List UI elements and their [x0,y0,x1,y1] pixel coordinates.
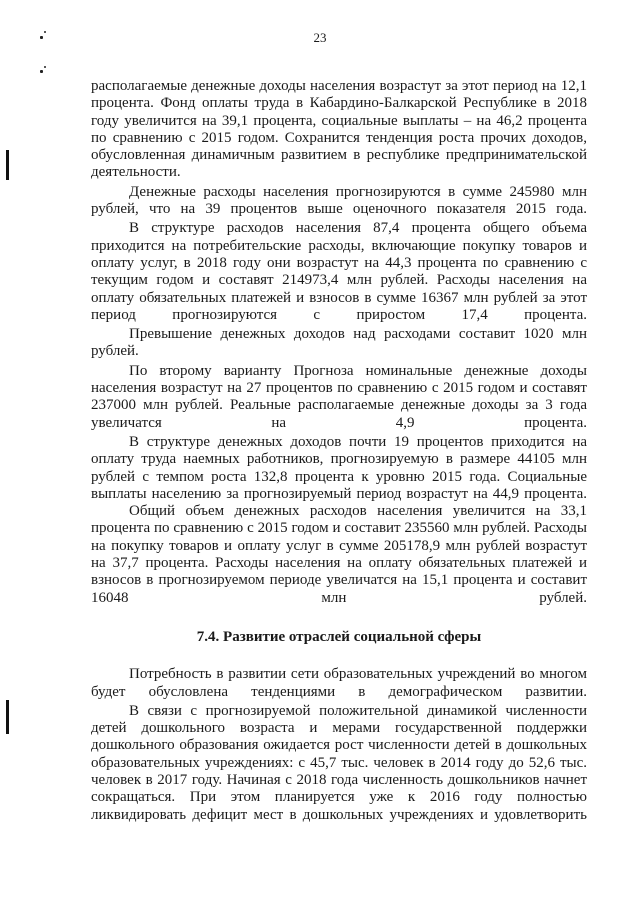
scan-margin-mark [6,150,9,180]
paragraph: располагаемые денежные доходы населения возрастут за этот период на 12,1 процента. Фонд оплаты труда в Кабардино-Балкарской Республике в 2018 году увеличится на 39,1 процента, социальные выплаты – на 46,2 процента по сравнению с 2015 годом. Сохранится тенденция роста прочих доходов, обусловленная динамичным развитием в республике предпринимательской деятельности. [91,78,587,181]
page-number: 23 [313,30,327,45]
paragraph: Потребность в развитии сети образовательных учреждений во многом будет обусловлена тенденциями в демографическом развитии. [91,666,587,700]
paragraph: Общий объем денежных расходов населения увеличится на 33,1 процента по сравнению с 2015 годом и составит 235560 млн рублей. Расходы на покупку товаров и оплату услуг в сумме 205178,9 млн рублей возрастут на 37,7 процента. Расходы населения на оплату обязательных платежей и взносов в прогнозируемом периоде увеличатся на 15,1 процента и составит 16048 млн рублей. [91,503,587,606]
document-body [91,78,587,824]
scan-speck [40,36,43,39]
section-heading: 7.4. Развитие отраслей социальной сферы [196,628,482,645]
scan-speck [44,66,46,68]
paragraph: Превышение денежных доходов над расходами составит 1020 млн рублей. [91,326,587,360]
paragraph: В связи с прогнозируемой положительной динамикой численности детей дошкольного возраста и мерами государственной поддержки дошкольного образования ожидается рост численности детей в дошкольных образовательных учреждениях: с 45,7 тыс. человек в 2014 году до 52,6 тыс. человек в 2017 году. Начиная с 2018 года численность дошкольников начнет сокращаться. При этом планируется уже к 2016 году полностью ликвидировать дефицит мест в дошкольных учреждениях и удовлетворить [91,702,587,823]
scan-margin-mark [6,700,9,734]
paragraph: В структуре расходов населения 87,4 процента общего объема приходится на потребительские расходы, включающие покупку товаров и оплату услуг, в 2018 году они возрастут на 44,3 процента по сравнению с текущим годом и составят 214973,4 млн рублей. Расходы населения на оплату обязательных платежей и взносов в сумме 16367 млн рублей за этот период прогнозируются с приростом 17,4 процента. [91,220,587,323]
scan-speck [40,70,43,73]
paragraph: В структуре денежных доходов почти 19 процентов приходится на оплату труда наемных работников, прогнозируемую в размере 44105 млн рублей с темпом роста 132,8 процента к уровню 2015 года. Социальные выплаты населению за прогнозируемый период возрастут на 44,9 процента. [91,433,587,502]
paragraph: Денежные расходы населения прогнозируются в сумме 245980 млн рублей, что на 39 процентов выше оценочного показателя 2015 года. [91,183,587,218]
paragraph: По второму варианту Прогноза номинальные денежные доходы населения возрастут на 27 процентов по сравнению с 2015 годом и составят 237000 млн рублей. Реальные располагаемые денежные доходы за 3 года увеличатся на 4,9 процента. [91,362,587,431]
scan-speck [44,31,46,33]
